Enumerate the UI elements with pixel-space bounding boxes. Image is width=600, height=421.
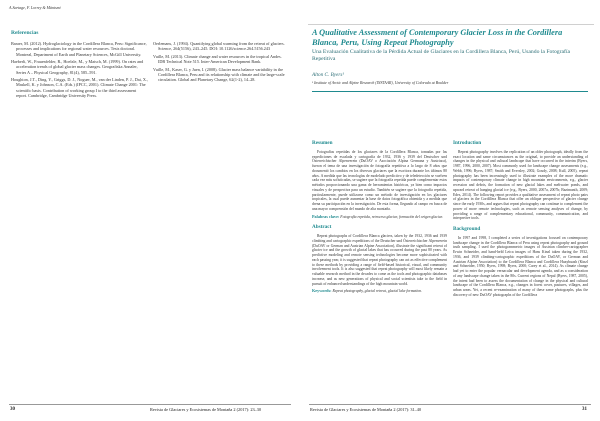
article-column-right <box>453 141 588 300</box>
palabras-clave <box>312 215 447 220</box>
introduction-heading: Introduction <box>453 140 482 146</box>
palabras-text: Fotografía repetida, retroceso glaciar, formación del origen glaciar. <box>340 214 443 219</box>
keywords-text: Repeat photography, glacial retreat, glacial lake formation. <box>332 289 423 294</box>
resumen-text: Fotografías repetidas de los glaciares de la Cordillera Blanca, tomadas por las expediciones de escalada y cartografía de 1932, 1936 y 1939 del Deutscher und Österreichischer Alpenverein (DuOAV o Asociación Alpina Germana y Austriaca), fueron el tema de una investigación de fotografía repetitiva a lo largo de 8 años que documentó los cambios en los diversos glaciares que la escritora durante los últimos 80 años. A medida que las tecnologías de modelado predictivo y de teledetección se vuelven cada vez más sofisticadas, se sugiere que la fotografía repetida puede complementar estos métodos proporcionando una gama de herramientas históricas, ya bien como impactos visuales y de perspectiva para un estudio. También se sugiere que la fotografía repetida, particularmente, puede utilizarse como un método de investigación en los glaciares tropicales, la cual puede aumentar la base de datos fotográfica obtenida y a medida que drena su participación en la investigación. De esta forma, llegando al campo en busca de una mayor comprensión del mundo de alta montaña. <box>312 149 447 211</box>
background-text: In 1997 and 1998, I completed a series of investigations focused on contemporary landscape change in the Cordillera Blanca of Peru using repeat photography and ground truth sampling. I used the photogrammetric images of Austrian climber-cartographer Erwin Schneider, and hand-held Leica images of Hans Kinzl taken during the 1932, 1936, and 1939 climbing-cartographic expeditions of the DuOAV, or German and Austrian Alpine Association) to the Cordillera Blanca and Cordillera Huayhuash (Kinzl and Schneider, 1950; Byers, 1998; Byers, 2000; Carey et al., 2014). As climate change had yet to enter the popular vernacular and development agenda, and as a consideration of any landscape change taken in the 80s. Current regions of Nepal (Byers, 1987, 2005), the intent had been to assess the documentation of change in the physical and cultural landscape of the Cordillera Blanca, e.g., changes in forest cover, pastures, villages, and urban areas. Yet, a recent re-examination of many of these same photographs, plus the discovery of new DuOAV photographs of the Cordillera <box>453 235 588 297</box>
abstract-heading: Abstract <box>312 224 332 231</box>
header-band <box>308 24 594 25</box>
page-number: 30 <box>10 407 15 412</box>
references-column-2 <box>153 41 289 85</box>
reference-item: Vuille, M., Kaser, G. y Juen, I. (2008). Glacier mass balance variability in the Cordillera Blanca, Peru and its relationship with climate and the large-scale circulation. Global and Planetary Change, 62(1-2), 14–28. <box>153 66 285 83</box>
journal-footer: Revista de Glaciares y Ecosistemas de Montaña 2 (2017): 31–40 <box>310 407 422 412</box>
article-title: A Qualitative Assessment of Contemporary Glacier Loss in the Cordillera Blanca, Peru, Using Repeat Photography <box>312 28 563 47</box>
page-number: 31 <box>582 407 587 412</box>
journal-footer: Revista de Glaciares y Ecosistemas de Montaña 2 (2017): 23–30 <box>150 407 262 412</box>
reference-item: Oerlemans, J. (1994). Quantifying global warming from the retreat of glaciers. Science, 264(5156), 243–245. DOI: 10.1126/science.264.5156.243 <box>153 41 285 52</box>
background-heading: Background <box>453 226 481 232</box>
keywords-label: Keywords: <box>312 288 332 294</box>
running-head: A.Sartage, F. Lorrey & Mäntsmi <box>9 5 61 10</box>
references-column-1 <box>11 41 148 101</box>
title-divider <box>312 91 588 92</box>
introduction-text: Repeat photography involves the replication of an older photograph, ideally from the exact location and same circumstances as the original, to provide an understanding of changes in the physical and cultural landscape that have occurred in the interim (Byers, 1987, 1996, 2000, 2007). Most commonly used for landscape change assessments (e.g., Webb, 1996; Byers, 1987; Smith and Eversley, 2002; Goudy, 2008; Kull, 2005), repeat photography has been increasingly used to illustrate examples of the more dramatic impacts of contemporary climate change in high mountain environments, e.g., glacier recession and debris, the formation of new glacial lakes and meltwater ponds, and upward retreat of hanging glacial ice (e.g., Byers, 2000, 2007a, 2007b; Bazimanth, 2009; Edes, 2014). The following report provides a qualitative assessment of repeat photo pairs of glaciers in the Cordillera Blanca that offer an oblique perspective of glacier change since the early 1930s, and argues that repeat photography can continue to complement the power of more remote technologies, such as remote sensing analyses of change, by providing a range of complementary educational, community, communication, and interpretive tools. <box>453 149 588 221</box>
reference-item: Houghton, J.T., Ding, Y., Griggs, D. J., Noguer, M., van der Linden, P. J., Dai, X., Maskell, K. y Johnson, C.A. (Eds.) (IPCC, 2001). Climate Change 2001: The scientific basis. Contribution of working group I to the third assessment report. Cambridge, Cambridge University Press. <box>11 77 149 99</box>
palabras-label: Palabras clave: <box>312 213 340 219</box>
author-affiliation: ¹ Institute of Arctic and Alpine Research (INSTAAR), University of Colorado at Boulder <box>312 81 449 85</box>
article-column-left <box>312 141 447 296</box>
abstract-text: Repeat photographs of Cordillera Blanca glaciers, taken by the 1932, 1936 and 1939 climbing and cartographic expeditions of the Deutscher und Österreichischer Alpenverein (DuOAV or German and Austrian Alpine Association), illustrate the significant retreat of glacier ice and the growth of glacial lakes that has occurred during the past 80 years. As predictive modeling and remote sensing technologies become more sophisticated with each passing year, it is suggested that repeat photography can act as effective complement to these methods by providing a range of field-based historical, visual, and community involvement tools. It is also suggested that repeat photography will most likely remain a valuable research method in the decades to come as the tools and photographic databases increase, and as new generations of physical and social scientists take to the field in pursuit of enhanced understandings of the high mountain world. <box>312 234 447 286</box>
reference-item: Vuille, M. (2013). Climate change and water resources in the tropical Andes. IDB Technical Note 515. Inter-American Development Bank. <box>153 53 282 65</box>
reference-item: Baraer, M. (2012). Hydroglaciology in the Cordillera Blanca, Peru: Significance, processes and implications for regional water resources. Tesis doctoral. Montreal, Department of Earth and Planetary Sciences, McGill University. <box>11 41 147 57</box>
article-subtitle: Una Evaluación Cualitativa de la Pérdida Actual de Glaciares en la Cordillera Blanca, Perú, Usando la Fotografía Repetitiva <box>312 49 571 63</box>
author-name: Alton C. Byers¹ <box>312 72 344 78</box>
right-page <box>300 0 600 421</box>
keywords <box>312 289 447 294</box>
reference-item: Haeberli, W., Frauenfelder, R., Hoelzle, M., y Maisch, M. (1999). On rates and acceleration trends of global glacier mass changes. Geografiska Annaler, Series A – Physical Geography, 81(4), 585–591. <box>11 59 144 75</box>
resumen-heading: Resumen <box>312 140 333 146</box>
footer-rule <box>309 404 591 405</box>
references-heading: Referencias <box>11 30 39 36</box>
footer-rule <box>9 404 291 405</box>
